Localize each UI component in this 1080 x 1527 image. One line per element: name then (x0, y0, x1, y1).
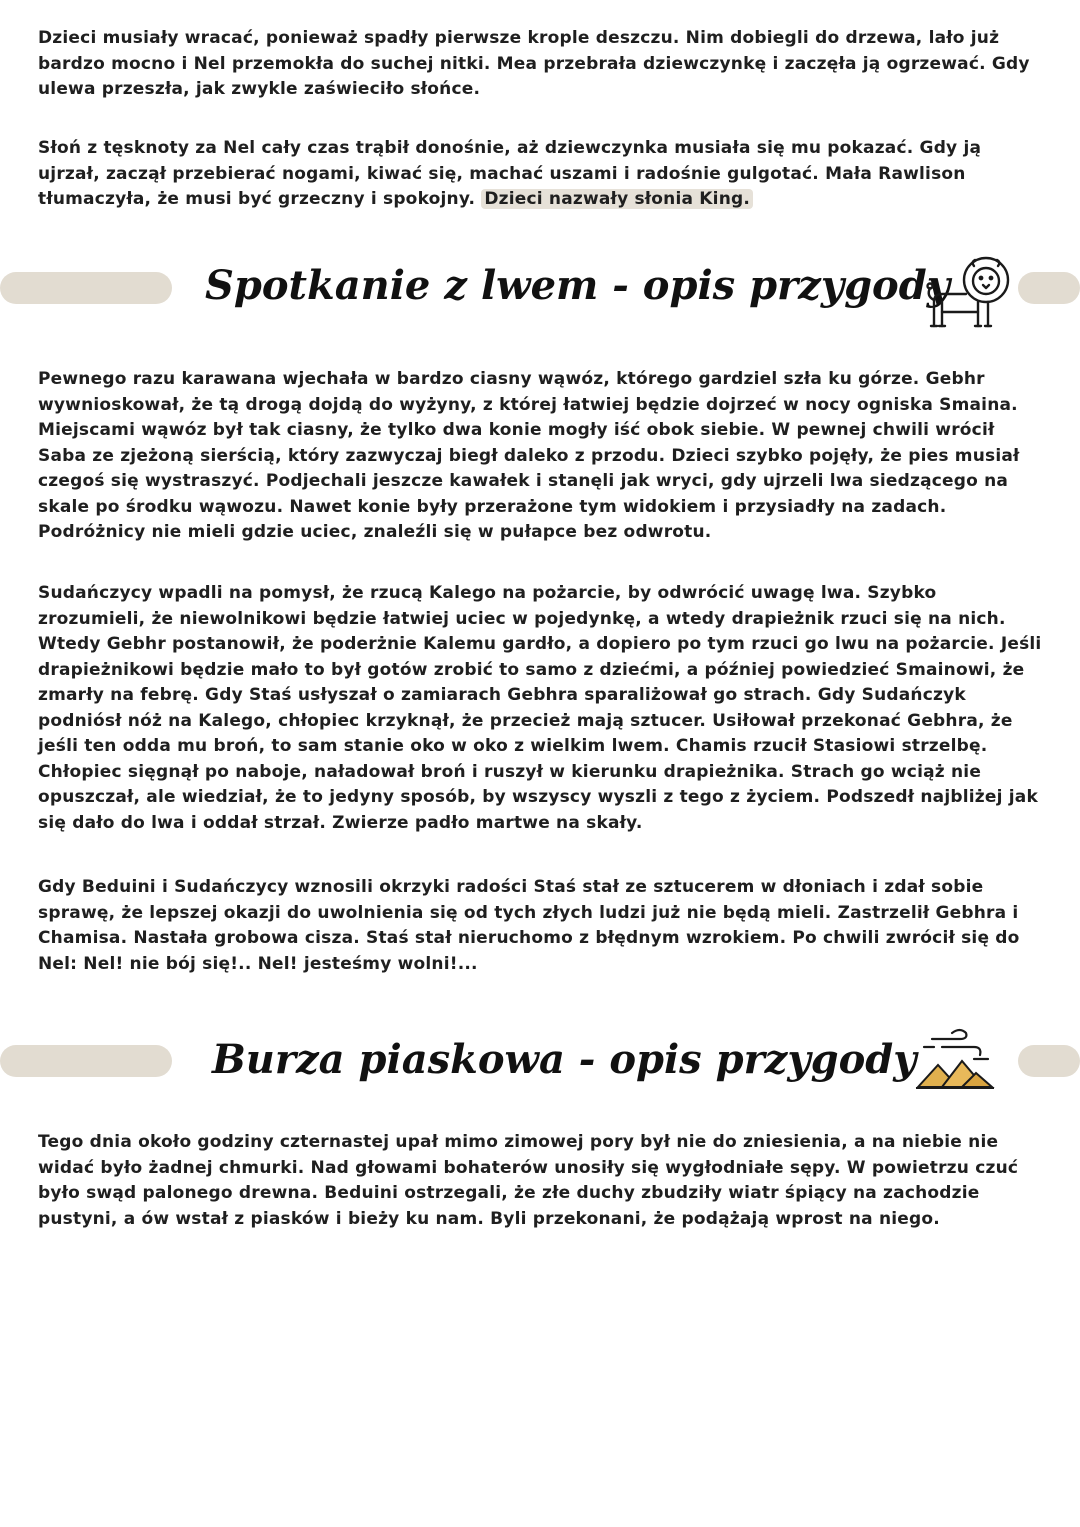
paragraph-ravine: Pewnego razu karawana wjechała w bardzo ciasny wąwóz, którego gardziel szła ku górze. Gebhr wywnioskował, że tą drogą dojdą do wyżyny, z której łatwiej będzie dojrzeć w nocy ogniska Smaina. Miejscami wąwóz był tak ciasny, że tylko dwa konie mogły iść obok siebie. W pewnej chwili wrócił Saba ze zjeżoną sierścią, który zazwyczaj biegł daleko z przodu. Dzieci szybko pojęły, że pies musiał czegoś się wystraszyć. Podjechali jeszcze kawałek i stanęli jak wryci, gdy ujrzeli lwa siedzącego na skale po środku wąwozu. Nawet konie były przerażone tym widokiem i przysiadły na zadach. Podróżnicy nie mieli gdzie uciec, znaleźli się w pułapce bez odwrotu. (38, 369, 1020, 542)
paragraph-elephant-text: Słoń z tęsknoty za Nel cały czas trąbił donośnie, aż dziewczynka musiała się mu pokazać. Gdy ją ujrzał, zaczął przebierać nogami, kiwać się, machać uszami i radośnie gulgotać. Mała Rawlison tłumaczyła, że musi być grzeczny i spokojny. (38, 138, 982, 209)
section-divider-left (0, 272, 172, 304)
paragraph-rain: Dzieci musiały wracać, ponieważ spadły pierwsze krople deszczu. Nim dobiegli do drzewa, lało już bardzo mocno i Nel przemokła do suchej nitki. Mea przebrała dziewczynkę i zaczęła ją ogrzewać. Gdy ulewa przeszła, jak zwykle zaświeciło słońce. (38, 28, 1030, 99)
sandstorm-icon (912, 1025, 998, 1097)
paragraph-freedom: Gdy Beduini i Sudańczycy wznosili okrzyki radości Staś stał ze sztucerem w dłoniach i zdał sobie sprawę, że lepszej okazji do uwolnienia się od tych złych ludzi już nie będą mieli. Zastrzelił Gebhra i Chamisa. Nastała grobowa cisza. Staś stał nieruchomo z błędnym wzrokiem. Po chwili zwrócił się do Nel: Nel! nie bój się!.. Nel! jesteśmy wolni!... (38, 877, 1020, 974)
paragraph-elephant (38, 136, 1048, 213)
section-heading-lion: Spotkanie z lwem - opis przygody (205, 262, 950, 309)
highlighted-sentence: Dzieci nazwały słonia King. (481, 189, 753, 209)
paragraph-sandstorm: Tego dnia około godziny czternastej upał mimo zimowej pory był nie do zniesienia, a na niebie nie widać było żadnej chmurki. Nad głowami bohaterów unosiły się wygłodniałe sępy. W powietrzu czuć było swąd palonego drewna. Beduini ostrzegali, że złe duchy zbudziły wiatr śpiący na zachodzie pustyni, a ów wstał z piasków i bieży ku nam. Byli przekonani, że podążają wprost na niego. (38, 1132, 1019, 1229)
paragraph-lion-shot: Sudańczycy wpadli na pomysł, że rzucą Kalego na pożarcie, by odwrócić uwagę lwa. Szybko zrozumieli, że niewolnikowi będzie łatwiej uciec w pojedynkę, a wtedy drapieżnik rzuci się na nich. Wtedy Gebhr postanowił, że poderżnie Kalemu gardło, a dopiero po tym rzuci go lwu na pożarcie. Jeśli drapieżnikowi będzie mało to był gotów zrobić to samo z dziećmi, a później powiedzieć Smainowi, że zmarły na febrę. Gdy Staś usłyszał o zamiarach Gebhra sparaliżował go strach. Gdy Sudańczyk podniósł nóż na Kalego, chłopiec krzyknął, że przecież mają sztucer. Usiłował przekonać Gebhra, że jeśli ten odda mu broń, to sam stanie oko w oko z wielkim lwem. Chamis rzucił Stasiowi strzelbę. Chłopiec sięgnął po naboje, naładował broń i ruszył w kierunku drapieżnika. Strach go wciąż nie opuszczał, ale wiedział, że to jedyny sposób, by wszyscy wyszli z tego z życiem. Podszedł najbliżej jak się dało do lwa i oddał strzał. Zwierze padło martwe na skały. (38, 583, 1042, 833)
section-divider-left (0, 1045, 172, 1077)
section-divider-right (1018, 272, 1080, 304)
section-divider-right (1018, 1045, 1080, 1077)
lion-icon (924, 250, 1014, 336)
section-heading-sandstorm: Burza piaskowa - opis przygody (212, 1036, 917, 1083)
